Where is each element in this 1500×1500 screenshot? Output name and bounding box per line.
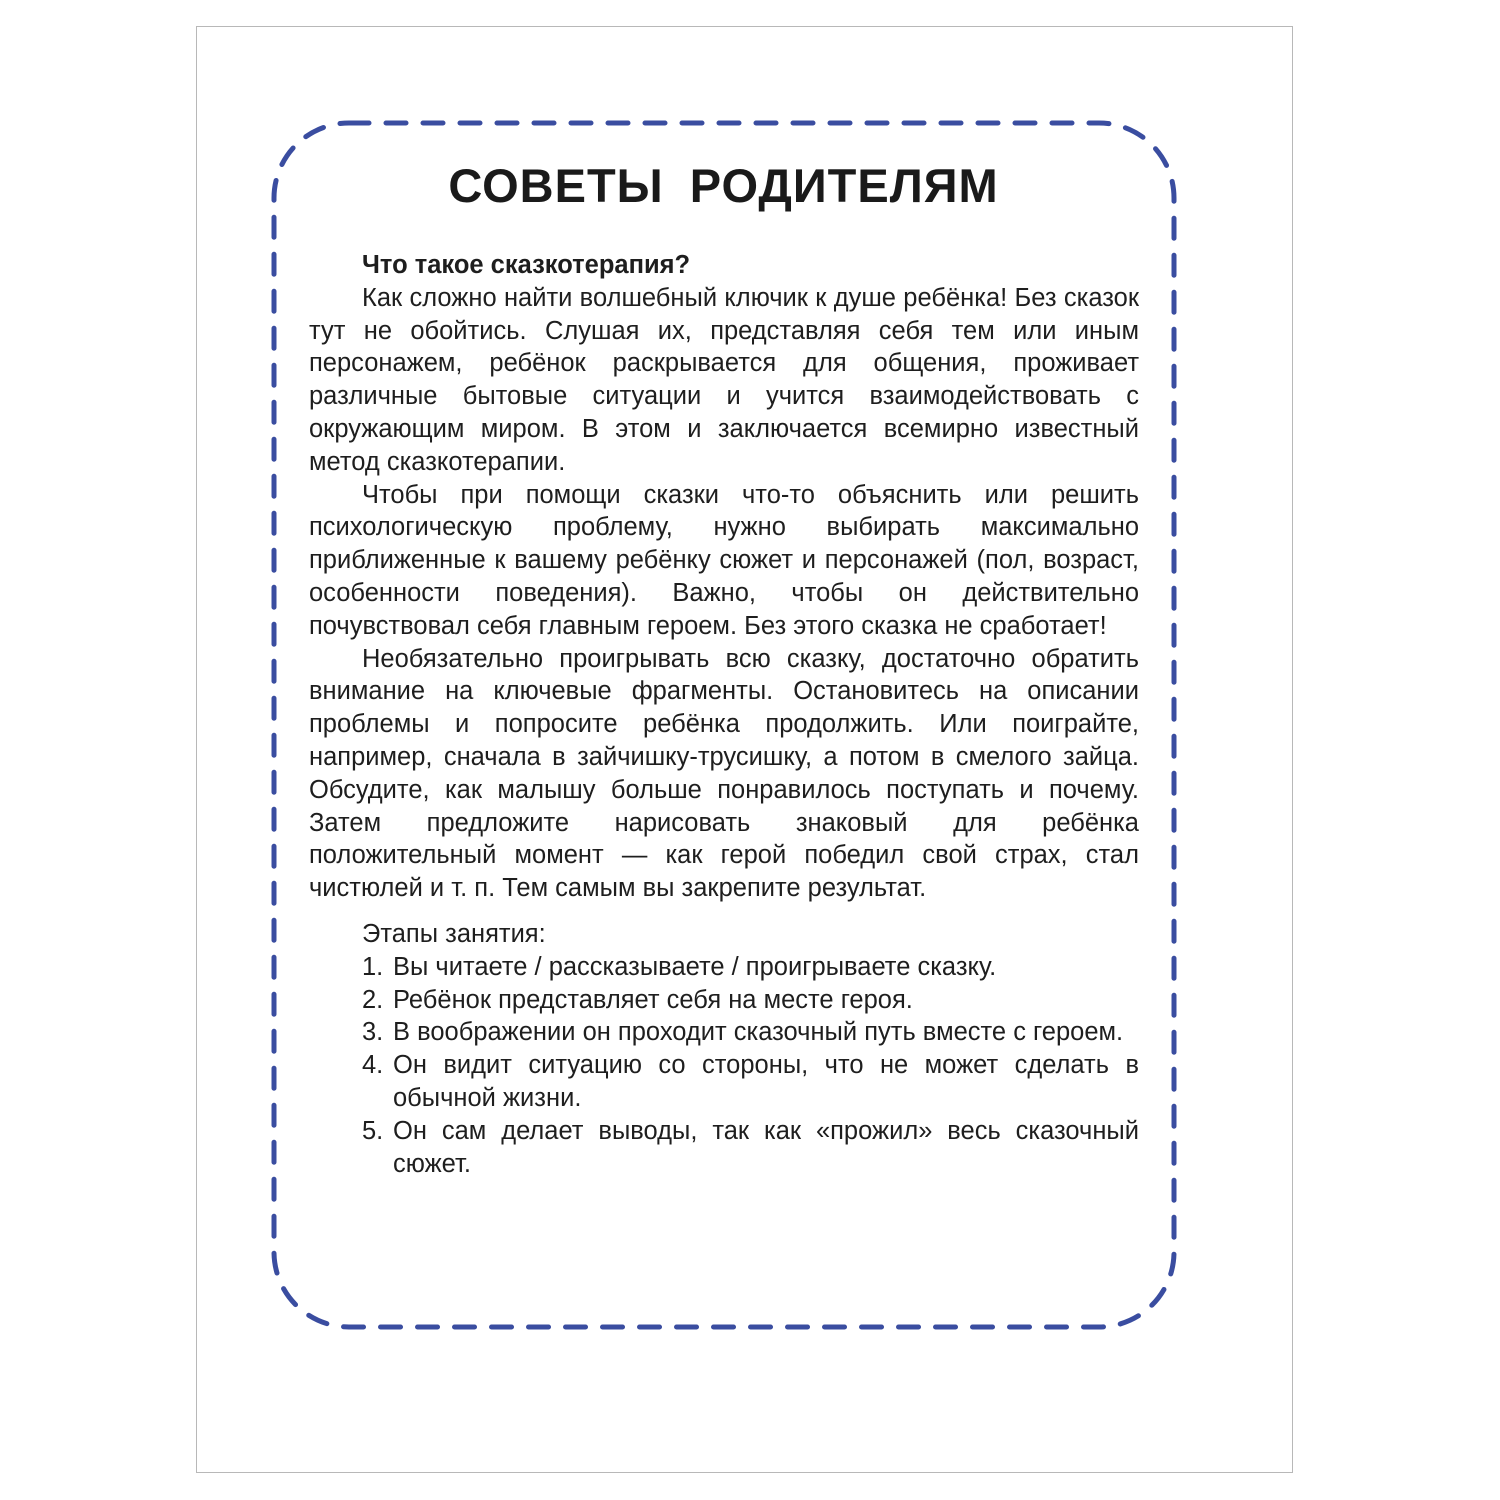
- list-item: [362, 984, 1139, 1017]
- item-text: Вы читаете / рассказываете / проигрываете сказку.: [393, 952, 997, 981]
- paragraph-1: Как сложно найти волшебный ключик к душе ребёнка! Без сказок тут не обойтись. Слушая их, представляя себя тем или иным персонажем, ребёнок раскрывается для общения, проживает различные бытовые ситуации и учится взаимодействовать с окружающим миром. В этом и заключается всемирно известный метод сказкотерапии.: [309, 283, 1139, 476]
- item-text: В воображении он проходит сказочный путь вместе с героем.: [393, 1018, 1124, 1047]
- page-title: СОВЕТЫ РОДИТЕЛЯМ: [448, 159, 999, 212]
- stages-list: [309, 951, 1139, 1181]
- item-number: 3.: [362, 1018, 384, 1047]
- list-item: [362, 1115, 1139, 1181]
- stages-heading: Этапы занятия:: [362, 919, 546, 948]
- item-number: 4.: [362, 1051, 384, 1080]
- article-body: [309, 249, 1139, 1180]
- item-text: Он видит ситуацию со стороны, что не может сделать в обычной жизни.: [393, 1051, 1139, 1112]
- item-text: Он сам делает выводы, так как «прожил» весь сказочный сюжет.: [393, 1116, 1139, 1178]
- item-number: 5.: [362, 1116, 384, 1145]
- list-item: [362, 1016, 1139, 1049]
- item-number: 2.: [362, 985, 384, 1014]
- item-number: 1.: [362, 952, 384, 981]
- paragraph-3: Необязательно проигрывать всю сказку, достаточно обратить внимание на ключевые фрагменты. Остановитесь на описании проблемы и попросите ребёнка продолжить. Или поиграйте, например, сначала в зайчишку-трусишку, а потом в смелого зайца. Обсудите, как малышу больше понравилось поступать и почему. Затем предложите нарисовать знаковый для ребёнка положительный момент — как герой победил свой страх, стал чистюлей и т. п. Тем самым вы закрепите результат.: [309, 644, 1139, 903]
- item-text: Ребёнок представляет себя на месте героя.: [393, 985, 913, 1014]
- question-heading: Что такое сказкотерапия?: [362, 251, 691, 279]
- list-item: [362, 1049, 1139, 1115]
- paragraph-2: Чтобы при помощи сказки что-то объяснить или решить психологическую проблему, нужно выбирать максимально приближенные к вашему ребёнку сюжет и персонажей (пол, возраст, особенности поведения). Важно, чтобы он действительно почувствовал себя главным героем. Без этого сказка не сработает!: [309, 480, 1139, 640]
- list-item: [362, 951, 1139, 984]
